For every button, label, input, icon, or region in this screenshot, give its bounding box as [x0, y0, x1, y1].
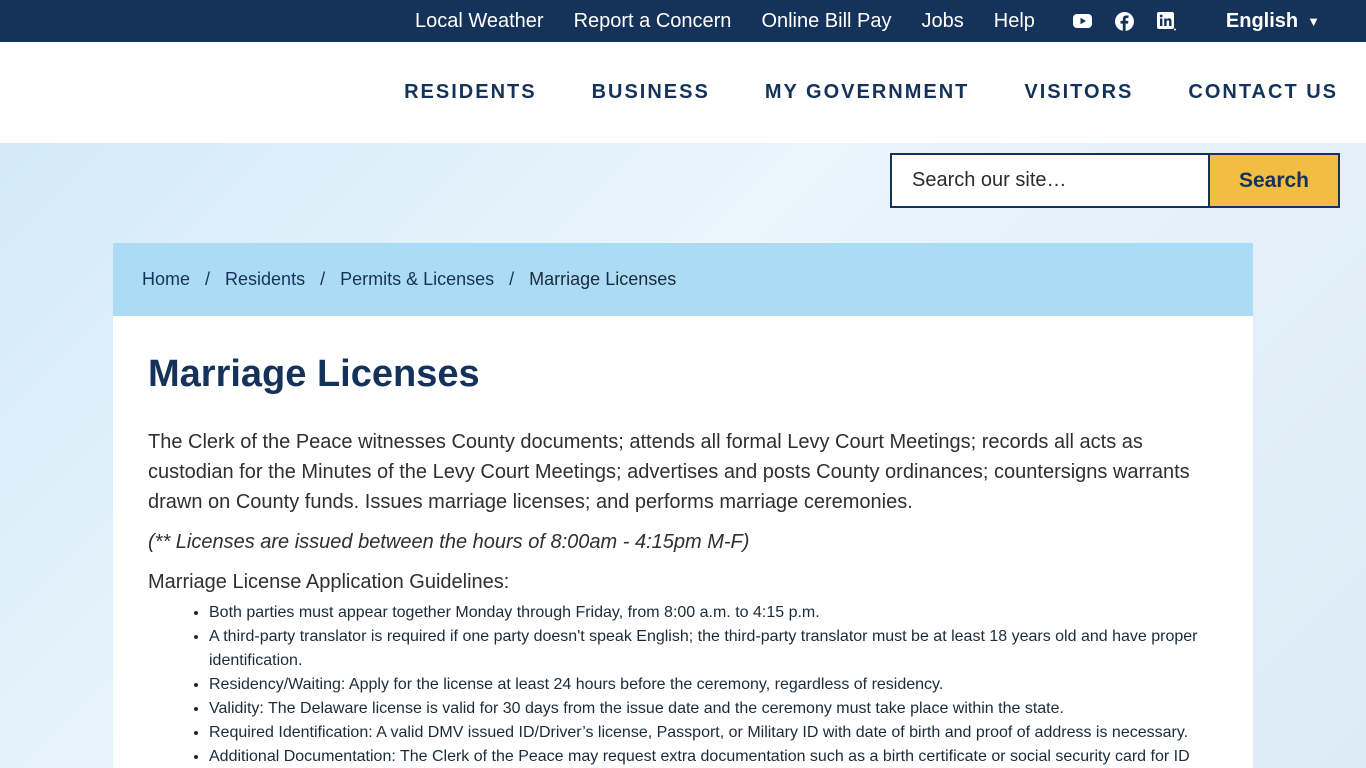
help-link[interactable]: Help [993, 9, 1035, 32]
nav-business[interactable]: BUSINESS [591, 81, 710, 103]
local-weather-link[interactable]: Local Weather [414, 9, 544, 32]
breadcrumb-home[interactable]: Home [142, 269, 191, 289]
jobs-link[interactable]: Jobs [921, 9, 964, 32]
breadcrumb-separator: / [509, 269, 515, 289]
guidelines-list [148, 601, 1213, 768]
site-search [890, 153, 1340, 208]
search-input[interactable] [890, 153, 1208, 208]
list-item: • A third-party translator is required if one party doesn't speak English; the third-party translator must be at least 18 years old and have proper identification. [209, 625, 1213, 673]
list-item: • Required Identification: A valid DMV issued ID/Driver’s license, Passport, or Military ID with date of birth and proof of address is necessary. [209, 721, 1213, 745]
list-item: • Residency/Waiting: Apply for the license at least 24 hours before the ceremony, regardless of residency. [209, 673, 1213, 697]
youtube-icon[interactable] [1073, 12, 1092, 31]
hours-note: (** Licenses are issued between the hours of 8:00am - 4:15pm M-F) [148, 531, 750, 553]
main-nav [0, 42, 1366, 143]
list-item: • Validity: The Delaware license is valid for 30 days from the issue date and the ceremony must take place within the state. [209, 697, 1213, 721]
page-title: Marriage Licenses [148, 353, 480, 395]
social-links [1073, 12, 1176, 31]
breadcrumb [113, 243, 1253, 316]
list-item: • Additional Documentation: The Clerk of the Peace may request extra documentation such as a birth certificate or social security card for ID [209, 745, 1213, 768]
list-item: • Both parties must appear together Monday through Friday, from 8:00 a.m. to 4:15 p.m. [209, 601, 1213, 625]
nav-contact-us[interactable]: CONTACT US [1188, 81, 1338, 103]
nav-visitors[interactable]: VISITORS [1024, 81, 1134, 103]
breadcrumb-permits-licenses[interactable]: Permits & Licenses [340, 269, 495, 289]
facebook-icon[interactable] [1115, 12, 1134, 31]
report-concern-link[interactable]: Report a Concern [573, 9, 732, 32]
language-selector[interactable] [1226, 10, 1320, 33]
main-content [113, 316, 1253, 768]
nav-my-government[interactable]: MY GOVERNMENT [764, 81, 970, 103]
breadcrumb-separator: / [320, 269, 326, 289]
chevron-down-icon: ▼ [1307, 13, 1320, 29]
breadcrumb-current: Marriage Licenses [529, 269, 677, 289]
guidelines-heading: Marriage License Application Guidelines: [148, 571, 510, 593]
search-button[interactable]: Search [1208, 153, 1340, 208]
language-label: English [1225, 9, 1299, 32]
linkedin-icon[interactable] [1157, 12, 1176, 31]
utility-links [415, 10, 1035, 33]
nav-residents[interactable]: RESIDENTS [404, 81, 537, 103]
utility-bar [0, 0, 1366, 42]
intro-paragraph: The Clerk of the Peace witnesses County documents; attends all formal Levy Court Meetings; records all acts as custodian for the Minutes of the Levy Court Meetings; advertises and posts County ordinances; countersigns warrants drawn on County funds. Issues marriage licenses; and performs marriage ceremonies. [148, 431, 1190, 513]
online-bill-pay-link[interactable]: Online Bill Pay [761, 9, 892, 32]
breadcrumb-residents[interactable]: Residents [225, 269, 306, 289]
breadcrumb-separator: / [205, 269, 211, 289]
